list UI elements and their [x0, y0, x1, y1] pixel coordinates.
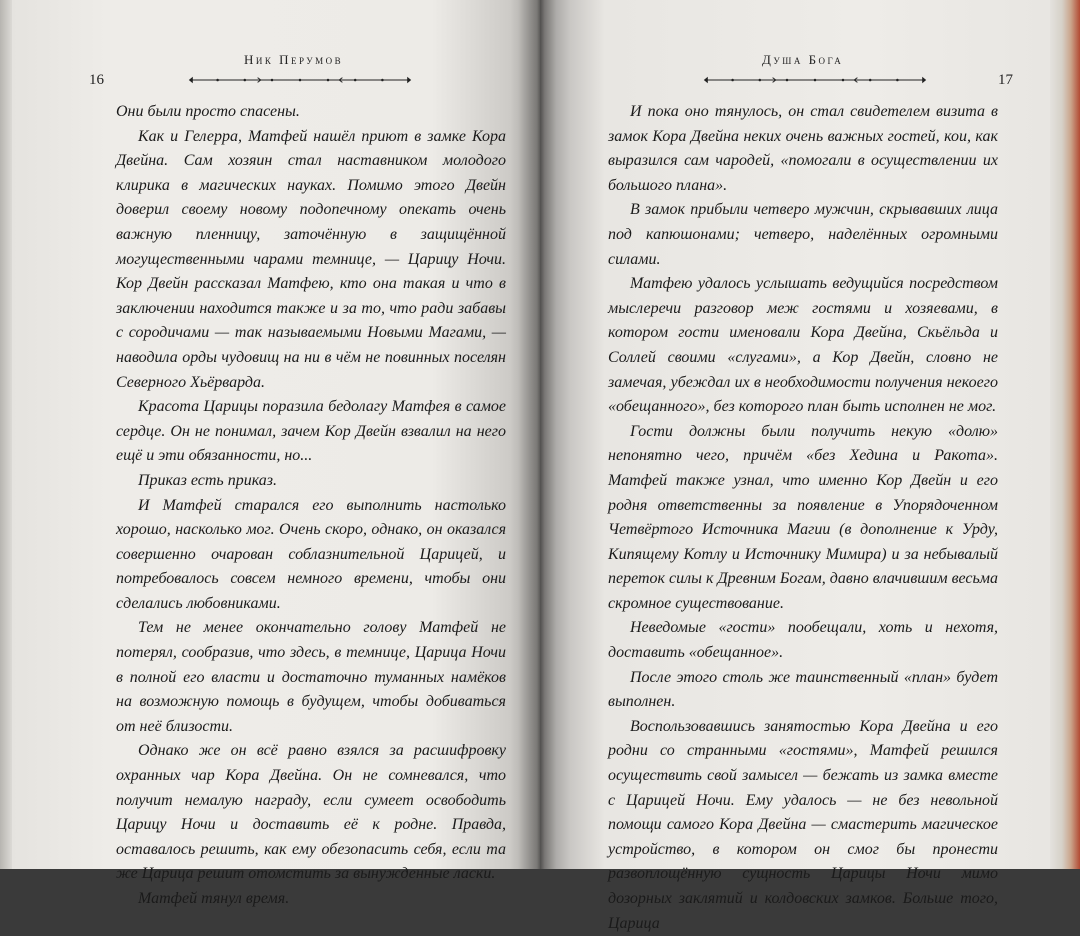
paragraph: Однако же он всё равно взялся за расшифровку охранных чар Кора Двейна. Он не сомневался, что получит немалую награду, если сумеет освободить Царицу Ночи и доставить её к родне. Правда, оставалось решить, как ему обезопасить себя, если та же Царица решит отомстить за вынужденные ласки.	[116, 742, 506, 883]
right-page	[540, 0, 1080, 932]
paragraph: Приказ есть приказ.	[138, 471, 278, 489]
paragraph: Воспользовавшись занятостью Кора Двейна и его родни со странными «гостями», Матфей решился осуществить свой замысел — бежать из замка вместе с Царицей Ночи. Ему удалось — не без невольной помощи самого Кора Двейна — смастерить магическое устройство, в котором он смог бы пронести развоплощённую сущность Царицы Ночи мимо дозорных заклятий и колдовских замков. Больше того, Царица	[608, 717, 998, 932]
left-page	[0, 0, 540, 907]
right-page-number: 17	[998, 72, 1013, 88]
paragraph: Красота Царицы поразила бедолагу Матфея в самое сердце. Он не понимал, зачем Кор Двейн взвалил на него ещё и эти обязанности, но...	[116, 398, 506, 465]
left-running-head: Ник Перумов	[244, 52, 344, 67]
left-page-body	[116, 100, 506, 912]
paragraph: Неведомые «гости» пообещали, хоть и нехотя, доставить «обещанное».	[608, 619, 998, 662]
paragraph: В замок прибыли четверо мужчин, скрывавших лица под капюшонами; четверо, наделённых огромными силами.	[608, 201, 998, 268]
right-running-head: Душа Бога	[762, 52, 844, 67]
paragraph: Как и Гелерра, Матфей нашёл приют в замке Кора Двейна. Сам хозяин стал наставником молодого клирика в магических науках. Помимо этого Двейн доверил своему новому подопечному опекать очень важную пленницу, заточённую в защищённой могущественными чарами темнице, — Царицу Ночи. Кор Двейн рассказал Матфею, кто она такая и что в заключении находится также и за то, что ради забавы с сородичами — так называемыми Новыми Магами, — наводила орды чудовищ на ни в чём не повинных поселян Северного Хьёрварда.	[116, 127, 506, 391]
paragraph: После этого столь же таинственный «план» будет выполнен.	[608, 668, 998, 711]
left-page-number: 16	[89, 72, 104, 88]
right-header-ornament	[676, 76, 954, 84]
page-edge	[0, 0, 12, 869]
book-cover-edge	[1050, 0, 1080, 869]
paragraph: И пока оно тянулось, он стал свидетелем визита в замок Кора Двейна неких очень важных гостей, кои, как выразился сам чародей, «помогали в осуществлении их большого плана».	[608, 103, 998, 194]
paragraph: Они были просто спасены.	[116, 103, 300, 120]
paragraph: Тем не менее окончательно голову Матфей не потерял, сообразив, что здесь, в темнице, Царица Ночи в полной его власти и достаточно туманных намёков на возможную помощь в будущем, чтобы добиваться от неё близости.	[116, 619, 506, 735]
right-page-body	[608, 100, 998, 936]
paragraph: Гости должны были получить некую «долю» непонятно чего, причём «без Хедина и Ракота». Матфей также узнал, что именно Кор Двейн и его родня ответственны за появление в Упорядоченном Четвёртого Источника Магии (в дополнение к Урду, Кипящему Котлу и Источнику Мимира) и за небывалый переток силы к Древним Богам, давно влачившим весьма скромное существование.	[608, 422, 998, 612]
left-header-ornament	[161, 76, 439, 84]
paragraph: Матфей тянул время.	[138, 890, 290, 907]
paragraph: Матфею удалось услышать ведущийся посредством мыслеречи разговор меж гостями и хозяевами, в котором гости именовали Кора Двейна, Скьёльда и Соллей своими «слугами», а Кор Двейн, словно не замечая, убеждал их в необходимости получения некоего «обещанного», без которого план быть исполнен не мог.	[608, 275, 998, 416]
paragraph: И Матфей старался его выполнить настолько хорошо, насколько мог. Очень скоро, однако, он оказался совершенно очарован соблазнительной Царицей, и потребовалось совсем немного времени, чтобы они сделались любовниками.	[116, 496, 506, 612]
